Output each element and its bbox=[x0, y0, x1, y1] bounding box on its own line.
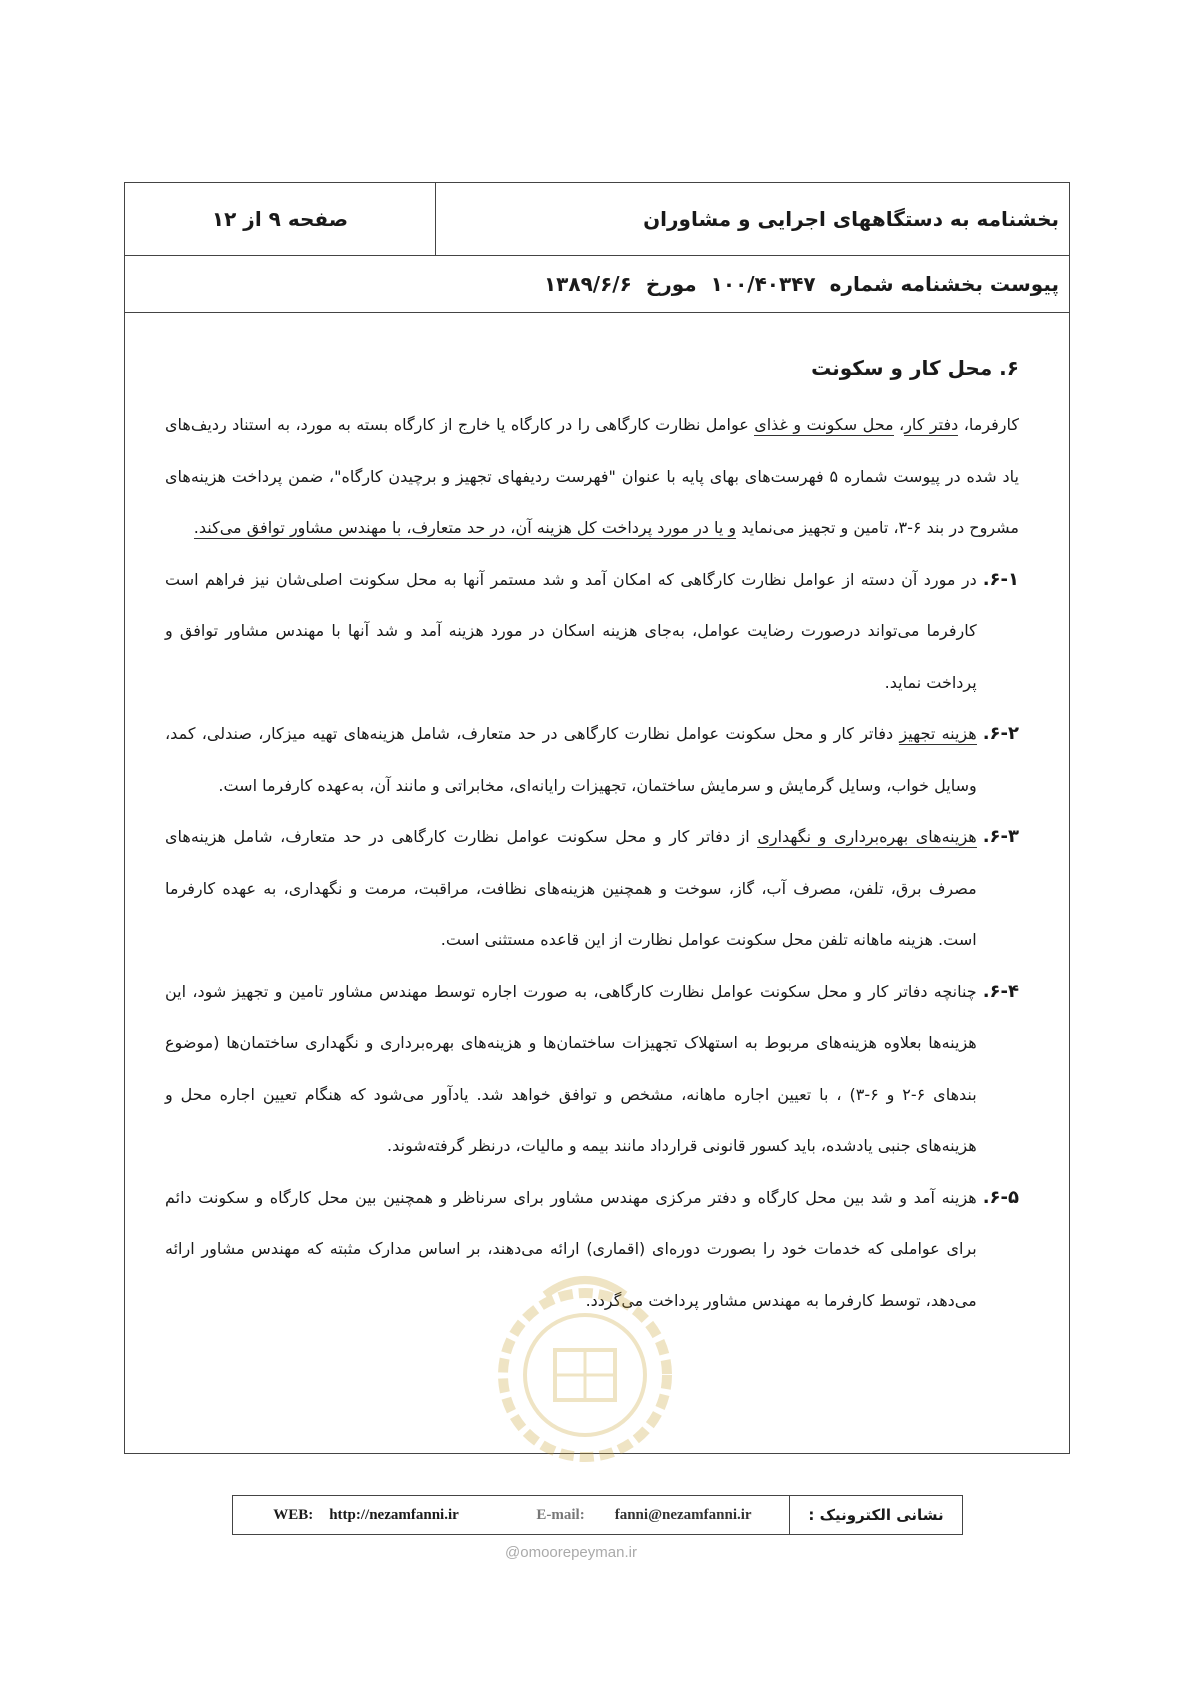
document-body bbox=[165, 343, 1019, 1326]
clause-text: چنانچه دفاتر کار و محل سکونت عوامل نظارت کارگاهی، به صورت اجاره توسط مهندس مشاور تامین و تجهیز شود، این هزینه‌ها بعلاوه هزینه‌های مربوط به استهلاک تجهیزات ساختمان‌ها و هزینه‌های بهره‌برداری و نگهداری ساختمان‌ها (موضوع بندهای ۶-۲ و ۶-۳) ، با تعیین اجاره ماهانه، مشخص و توافق خواهد شد. یادآور می‌شود که هنگام تعیین اجاره محل و هزینه‌های جنبی یادشده، باید کسور قانونی قرارداد مانند بیمه و مالیات، درنظر گرفته‌شوند. bbox=[165, 981, 977, 1155]
web-link[interactable]: http://nezamfanni.ir bbox=[329, 1506, 459, 1523]
clause-6-4 bbox=[165, 966, 1019, 1172]
clause-6-3 bbox=[165, 811, 1019, 966]
clause-underlined: هزینه‌های بهره‌برداری و نگهداری bbox=[757, 827, 977, 846]
footer-contact bbox=[232, 1495, 963, 1535]
clause-body bbox=[165, 708, 977, 811]
clause-text: از دفاتر کار و محل سکونت عوامل نظارت کارگاهی در حد متعارف، شامل هزینه‌های مصرف برق، تلفن، مصرف آب، گاز، سوخت و همچنین هزینه‌های نظافت، مراقبت، مرمت و نگهداری، به عهده کارفرما است. هزینه ماهانه تلفن محل سکونت عوامل نظارت از این قاعده مستثنی است. bbox=[165, 827, 977, 949]
attachment-reference bbox=[125, 255, 1069, 313]
web-label: WEB: bbox=[273, 1506, 314, 1523]
circular-date: ۱۳۸۹/۶/۶ bbox=[543, 271, 632, 296]
footer-label: نشانی الکترونیک : bbox=[789, 1496, 962, 1534]
circular-number: ۱۰۰/۴۰۳۴۷ bbox=[710, 271, 816, 296]
clause-number: ۶-۱. bbox=[982, 568, 1019, 590]
watermark-text: @omoorepeyman.ir bbox=[505, 1544, 637, 1561]
clause-number: ۶-۴. bbox=[982, 980, 1019, 1002]
date-label: مورخ bbox=[645, 271, 697, 296]
seal-watermark-icon bbox=[490, 1255, 680, 1475]
clause-text: دفاتر کار و محل سکونت عوامل نظارت کارگاهی در حد متعارف، شامل هزینه‌های تهیه میزکار، صندلی، کمد، وسایل خواب، وسایل گرمایش و سرمایش ساختمان، تجهیزات رایانه‌ای، مخابراتی و مانند آن، به‌عهده کارفرما است. bbox=[165, 724, 977, 795]
email-link[interactable]: fanni@nezamfanni.ir bbox=[614, 1506, 752, 1523]
intro-underline-1: دفتر کار bbox=[904, 415, 959, 434]
clause-number: ۶-۳. bbox=[982, 826, 1019, 847]
footer-web bbox=[233, 1496, 499, 1534]
clause-number: ۶-۲. bbox=[982, 723, 1019, 744]
document-title: بخشنامه به دستگاههای اجرایی و مشاوران bbox=[643, 207, 1059, 231]
header-row bbox=[125, 183, 1069, 256]
clause-body bbox=[165, 811, 977, 966]
email-label: E-mail: bbox=[536, 1506, 585, 1523]
clause-underlined: هزینه تجهیز bbox=[899, 724, 977, 743]
clause-text: هزینه آمد و شد بین محل کارگاه و دفتر مرکزی مهندس مشاور برای سرناظر و همچنین بین محل کارگاه و سکونت دائم برای عواملی که خدمات خود را بصورت دوره‌ای (اقماری) ارائه می‌دهند، بر اساس مدارک مثبته که مهندس مشاور ارائه می‌دهد، توسط کارفرما به مهندس مشاور پرداخت می‌گردد. bbox=[165, 1187, 977, 1310]
attachment-prefix: پیوست بخشنامه شماره bbox=[829, 271, 1059, 296]
clause-number: ۶-۵. bbox=[982, 1186, 1019, 1208]
footer-email bbox=[499, 1496, 789, 1534]
section-intro bbox=[165, 399, 1019, 554]
clause-text: در مورد آن دسته از عوامل نظارت کارگاهی که امکان آمد و شد مستمر آنها به محل سکونت اصلی‌شان نیز فراهم است کارفرما می‌تواند درصورت رضایت عوامل، به‌جای هزینه اسکان در مورد هزینه آمد و شد آنها با مهندس مشاور توافق و پرداخت نماید. bbox=[165, 569, 977, 692]
intro-underline-2: محل سکونت و غذای bbox=[754, 415, 894, 434]
page-number: صفحه ۹ از ۱۲ bbox=[125, 183, 436, 255]
intro-part-2: ، bbox=[899, 415, 905, 434]
clause-6-2 bbox=[165, 708, 1019, 811]
intro-underline-3: و یا در مورد پرداخت کل هزینه آن، در حد متعارف، با مهندس مشاور توافق می‌کند. bbox=[193, 518, 737, 537]
intro-part-1: کارفرما، bbox=[963, 415, 1020, 434]
clause-6-1 bbox=[165, 554, 1019, 709]
section-title: ۶. محل کار و سکونت bbox=[811, 356, 1019, 380]
intro-part-3: عوامل نظارت کارگاهی را در کارگاه یا خارج از کارگاه بسته به مورد، به استناد ردیف‌های یاد شده در پیوست شماره ۵ فهرست‌های بهای پایه با عنوان "فهرست ردیفهای تجهیز و برچیدن کارگاه"، ضمن پرداخت هزینه‌های مشروح در بند ۶-۳، تامین و تجهیز می‌نماید bbox=[165, 415, 1019, 537]
